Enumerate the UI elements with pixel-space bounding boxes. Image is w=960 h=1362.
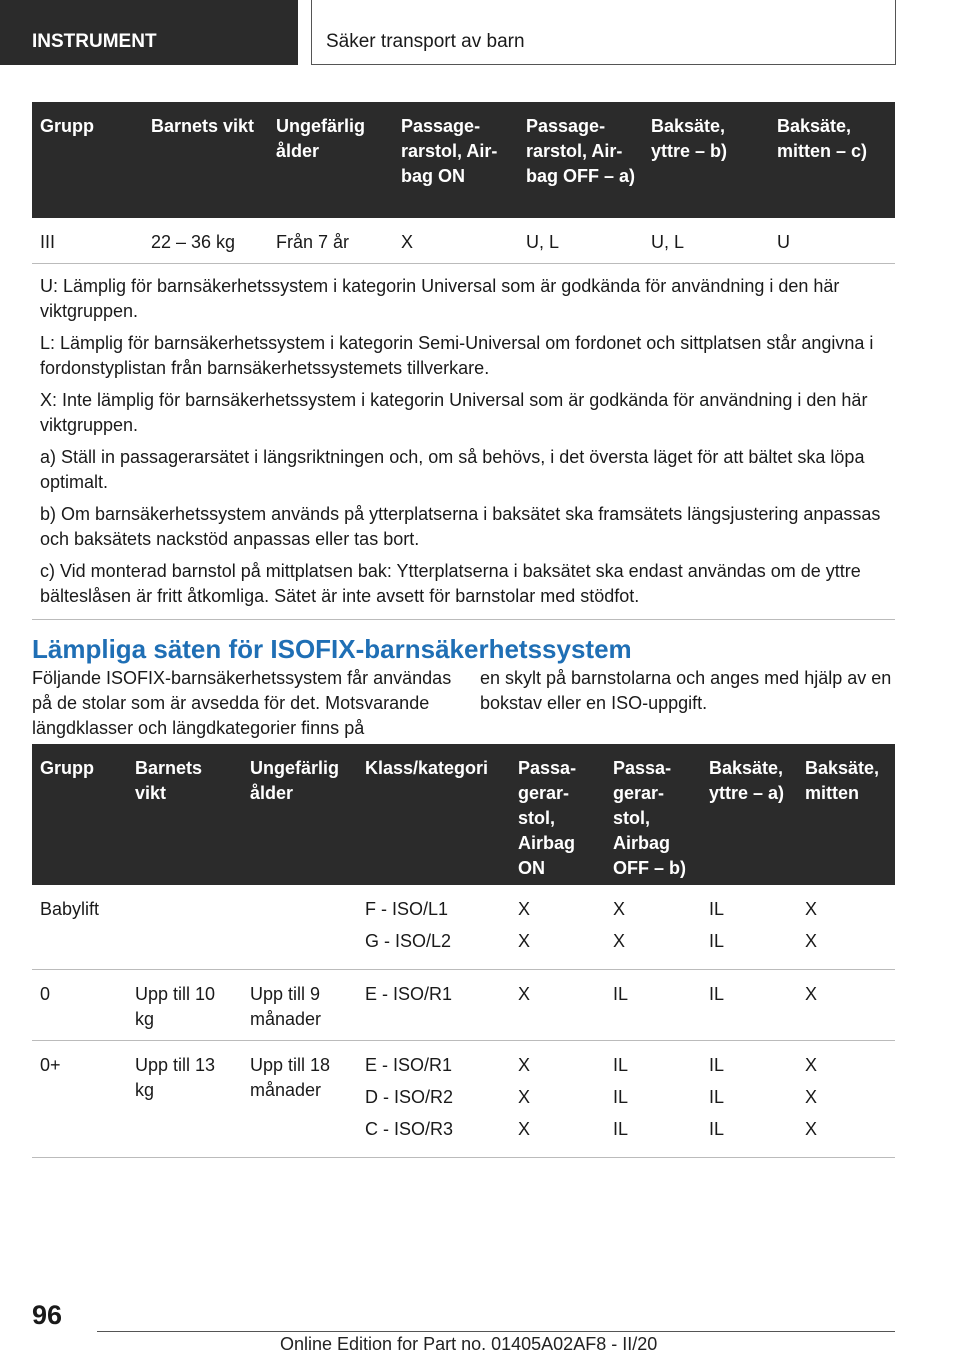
age-cell: Upp till 18 månader: [242, 1041, 357, 1158]
rear-middle-cell: [797, 1041, 895, 1158]
note-u: U: Lämplig för barnsäkerhetssystem i kategorin Universal som är godkända för användning i den här viktgruppen.: [40, 276, 840, 321]
rating-value: X: [805, 931, 818, 951]
header-section-label: INSTRUMENT: [32, 31, 157, 52]
note-b: b) Om barnsäkerhetssystem används på ytterplatserna i baksätet ska framsätets längsjustering anpassas och baksätets nackstöd anpassas eller tas bort.: [40, 504, 881, 549]
class-cell: E - ISO/R1: [357, 970, 510, 1041]
airbag-off-cell: [605, 885, 701, 970]
rating-value: X: [613, 899, 626, 919]
weight-cell: Upp till 13 kg: [127, 1041, 242, 1158]
class-value: E - ISO/R1: [365, 1055, 453, 1075]
table1-cell: U, L: [643, 218, 769, 264]
rear-middle-cell: X: [797, 970, 895, 1041]
table2-col-airbag-off: Passagerarstol, Airbag OFF – b): [605, 744, 701, 885]
note-a: a) Ställ in passagerarsätet i längsriktningen och, om så behövs, i det översta läget för att bältet ska löpa optimalt.: [40, 447, 865, 492]
header-title: Säker transport av barn: [326, 31, 525, 52]
footer-divider: [97, 1331, 895, 1332]
isofix-table: [32, 744, 895, 1158]
table1-cell: U, L: [518, 218, 643, 264]
rating-value: IL: [709, 931, 725, 951]
header-title-box: [311, 0, 896, 65]
class-cell: [357, 885, 510, 970]
section-title: Lämpliga säten för ISOFIX-barnsäkerhetssystem: [32, 634, 632, 664]
table1-notes: [32, 264, 895, 620]
rating-value: IL: [709, 899, 725, 919]
page-number: 96: [32, 1300, 63, 1330]
airbag-on-cell: [510, 1041, 605, 1158]
table2-col-rear-outer: Baksäte, yttre – a): [701, 744, 797, 885]
class-value: G - ISO/L2: [365, 931, 452, 951]
rating-value: X: [805, 1119, 818, 1139]
footer-edition: Online Edition for Part no. 01405A02AF8 - II/20: [280, 1334, 658, 1354]
airbag-on-cell: [510, 885, 605, 970]
table-row: [32, 1041, 895, 1158]
rating-value: IL: [613, 1087, 629, 1107]
table-row: [32, 885, 895, 970]
table1-notes-row: [32, 264, 895, 620]
rating-value: X: [518, 1119, 531, 1139]
rating-value: X: [518, 1087, 531, 1107]
table-row: [32, 218, 895, 264]
table1-cell: III: [32, 218, 143, 264]
table1-col-age: Ungefärlig ålder: [268, 102, 393, 218]
rating-value: X: [805, 1087, 818, 1107]
age-cell: Upp till 9 månader: [242, 970, 357, 1041]
rear-outer-cell: IL: [701, 970, 797, 1041]
rating-value: IL: [709, 1119, 725, 1139]
note-c: c) Vid monterad barnstol på mittplatsen bak: Ytterplatserna i baksätet ska endast användas om de yttre bälteslåsen är fritt åtkomliga. Sätet är inte avsett för barnstolar med stödfot.: [40, 561, 861, 606]
group-cell: Babylift: [32, 885, 127, 970]
table2-col-airbag-on: Passagerarstol, Airbag ON: [510, 744, 605, 885]
rating-value: X: [518, 1055, 531, 1075]
rating-value: IL: [709, 1055, 725, 1075]
weight-cell: [127, 885, 242, 970]
table1-col-airbag-off: Passagerarstol, Airbag OFF – a): [518, 102, 643, 218]
airbag-on-cell: X: [510, 970, 605, 1041]
group-cell: 0+: [32, 1041, 127, 1158]
table1-col-weight: Barnets vikt: [143, 102, 268, 218]
table1-cell: 22 – 36 kg: [143, 218, 268, 264]
table1-cell: Från 7 år: [268, 218, 393, 264]
table1-cell: X: [393, 218, 518, 264]
table1-header-row: [32, 102, 895, 218]
table-row: [32, 970, 895, 1041]
class-cell: [357, 1041, 510, 1158]
airbag-off-cell: [605, 1041, 701, 1158]
table2-header-row: [32, 744, 895, 885]
rating-value: X: [805, 1055, 818, 1075]
rear-middle-cell: [797, 885, 895, 970]
group-iii-table: [32, 102, 895, 620]
table2-col-group: Grupp: [32, 744, 127, 885]
table1-col-group: Grupp: [32, 102, 143, 218]
rating-value: X: [518, 899, 531, 919]
rear-outer-cell: [701, 885, 797, 970]
note-x: X: Inte lämplig för barnsäkerhetssystem i kategorin Universal som är godkända för användning i den här viktgruppen.: [40, 390, 868, 435]
table2-col-rear-middle: Baksäte, mitten: [797, 744, 895, 885]
table1-cell: U: [769, 218, 895, 264]
table1-col-rear-middle: Baksäte, mitten – c): [769, 102, 895, 218]
rear-outer-cell: [701, 1041, 797, 1158]
age-cell: [242, 885, 357, 970]
table2-col-class: Klass/kategori: [357, 744, 510, 885]
rating-value: IL: [709, 1087, 725, 1107]
rating-value: IL: [613, 1119, 629, 1139]
section-text-right: en skylt på barnstolarna och anges med hjälp av en bokstav eller en ISO-uppgift.: [480, 668, 892, 713]
class-value: F - ISO/L1: [365, 899, 449, 919]
class-value: C - ISO/R3: [365, 1119, 454, 1139]
airbag-off-cell: IL: [605, 970, 701, 1041]
section-text-left: Följande ISOFIX-barnsäkerhetssystem får användas på de stolar som är avsedda för det. Motsvarande längdklasser och längdkategorier finns på: [32, 668, 452, 738]
rating-value: X: [518, 931, 531, 951]
rating-value: IL: [613, 1055, 629, 1075]
group-cell: 0: [32, 970, 127, 1041]
rating-value: X: [613, 931, 626, 951]
table2-col-age: Ungefärlig ålder: [242, 744, 357, 885]
header-section-tab: [0, 0, 298, 65]
rating-value: X: [805, 899, 818, 919]
table1-col-rear-outer: Baksäte, yttre – b): [643, 102, 769, 218]
table2-col-weight: Barnets vikt: [127, 744, 242, 885]
note-l: L: Lämplig för barnsäkerhetssystem i kategorin Semi-Universal om fordonet och sittplatsen står angivna i fordonstyplistan från barnsäkerhetssystemets tillverkare.: [40, 333, 874, 378]
table1-col-airbag-on: Passagerarstol, Airbag ON: [393, 102, 518, 218]
weight-cell: Upp till 10 kg: [127, 970, 242, 1041]
class-value: D - ISO/R2: [365, 1087, 454, 1107]
